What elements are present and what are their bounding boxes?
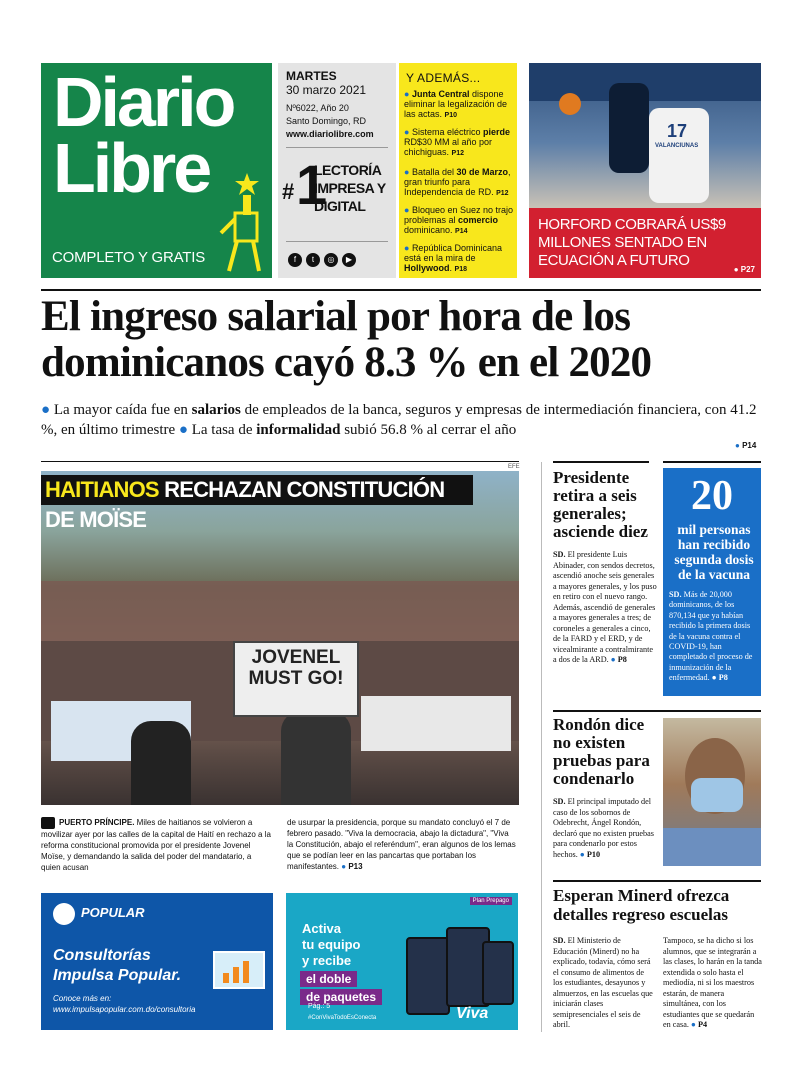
logo-line1: Diario	[53, 63, 234, 141]
face-mask-icon	[691, 778, 743, 812]
ademas-item[interactable]: ● Junta Central dispone eliminar la legalización de las actas. P10	[404, 89, 508, 119]
sports-teaser[interactable]	[529, 63, 761, 278]
banner-sign	[361, 696, 511, 751]
ad-plan: Plan Prepago	[470, 897, 512, 905]
ad-viva[interactable]	[286, 893, 518, 1030]
column-divider	[541, 462, 542, 1032]
basketball-photo	[529, 63, 761, 208]
ademas-item[interactable]: ● República Dominicana está en la mira de Hollywood. P18	[404, 243, 502, 273]
tagline: COMPLETO Y GRATIS	[52, 249, 206, 266]
divider	[663, 461, 761, 463]
monitor-chart-icon	[213, 951, 265, 989]
rondon-body: SD. El principal imputado del caso de los sobornos de Odebrecht, Ángel Rondón, declaró que no existen pruebas para condenarlo por estos hechos. ● P10	[553, 797, 654, 859]
edition-info	[278, 63, 396, 278]
protester-figure	[131, 721, 191, 805]
page-ref: ● P14	[735, 441, 757, 450]
camera-icon	[41, 817, 55, 829]
ad-line: y recibe	[302, 953, 352, 968]
divider	[286, 147, 388, 148]
ademas-item[interactable]: ● Bloqueo en Suez no trajo problemas al comercio dominicano. P14	[404, 205, 514, 235]
ad-hashtag: #ConVivaTodoEsConecta	[308, 1015, 377, 1021]
crowd	[41, 581, 519, 641]
viva-logo: Viva	[456, 1005, 489, 1022]
lead-subheadline: ● La mayor caída fue en salarios de empleados de la banca, seguros y empresas de intermediación financiera, con 41.2 %, en último trimestre ● La tasa de informalidad subió 56.8 % al cerrar el año	[41, 402, 757, 438]
ad-line: Activa	[302, 921, 342, 936]
minerd-headline[interactable]: Esperan Minerd ofrezca detalles regreso escuelas	[553, 886, 730, 924]
ademas-box	[399, 63, 517, 278]
logo-line2: Libre	[53, 129, 210, 207]
phone-icon	[406, 937, 450, 1015]
player-figure	[609, 83, 649, 173]
social-links	[288, 249, 360, 267]
vaccine-body: SD. Más de 20,000 dominicanos, de los 870,134 que ya habían recibido la primera dosis de la vacuna contra el COVID-19, han completado el proceso de inmunización de la enfermedad. ● P8	[669, 590, 753, 683]
minerd-body-col2: Tampoco, se ha dicho si los alumnos, que se integrarán a las clases, lo harán en la tanda extendida o solo hasta el mediodía, ni si los maestros estarán, de manera simultánea, con los estudiantes que se quedarán en casa. ● P4	[663, 936, 762, 1029]
edition-day: MARTES	[286, 69, 337, 83]
popular-logo-icon	[53, 903, 75, 925]
ademas-item[interactable]: ● Sistema eléctrico pierde RD$30 MM al año por chichiguas. P12	[404, 127, 510, 157]
ad-pill: de paquetes	[300, 989, 382, 1005]
rank-hash: #	[282, 179, 295, 204]
jersey-name: VALANCIUNAS	[655, 143, 699, 149]
edition-city: Santo Domingo, RD	[286, 116, 367, 126]
youtube-icon[interactable]: ▶	[342, 253, 356, 267]
logo-wordmark	[53, 63, 234, 207]
masthead-logo[interactable]	[41, 63, 272, 278]
photo-credit: EFE	[508, 464, 520, 470]
ad-pill: el doble	[300, 971, 357, 987]
rank-text: LECTORÍA IMPRESA Y DIGITAL	[314, 162, 386, 214]
rank-number: 1	[296, 153, 328, 216]
ad-line: tu equipo	[302, 937, 361, 952]
facebook-icon[interactable]: f	[288, 253, 302, 267]
basketball-icon	[559, 93, 581, 115]
ademas-item[interactable]: ● Batalla del 30 de Marzo, gran triunfo para Independencia de RD. P12	[404, 167, 511, 197]
instagram-icon[interactable]: ◎	[324, 253, 338, 267]
edition-number: Nº6022, Año 20	[286, 103, 349, 113]
vaccine-number: 20	[691, 473, 733, 519]
ad-page: Pág.: 5	[308, 1003, 331, 1010]
twitter-icon[interactable]: t	[306, 253, 320, 267]
ad-brand: POPULAR	[81, 905, 145, 920]
sports-headline: HORFORD COBRARÁ US$9 MILLONES SENTADO EN ECUACIÓN A FUTURO	[538, 216, 726, 269]
vaccine-box[interactable]	[663, 468, 761, 696]
divider	[553, 880, 761, 882]
jersey-number: 17	[667, 121, 688, 141]
protester-figure	[281, 711, 351, 805]
ad-title: Consultorías Impulsa Popular.	[53, 947, 182, 984]
ademas-header: Y ADEMÁS...	[406, 71, 481, 85]
caption-col2: de usurpar la presidencia, porque su mandato concluyó el 7 de febrero pasado. "Viva la democracia, abajo la dictadura", "Viva la Constitución, abajo el referéndum", eran algunos de los lemas que se podían leer en las pancartas que portaban los manifestantes. ● P13	[287, 818, 516, 871]
protest-sign: JOVENEL MUST GO!	[233, 641, 359, 717]
page-ref: ● P27	[733, 265, 755, 274]
divider	[41, 461, 519, 462]
torch-figure-icon	[217, 167, 267, 273]
protest-photo[interactable]	[41, 471, 519, 805]
phone-icon	[482, 941, 514, 1005]
lead-headline[interactable]: El ingreso salarial por hora de los dominicanos cayó 8.3 % en el 2020	[41, 293, 652, 386]
photo-banner: HAITIANOS RECHAZAN CONSTITUCIÓN DE MOÏSE	[41, 475, 473, 505]
shirt	[663, 828, 761, 866]
ad-banco-popular[interactable]	[41, 893, 273, 1030]
ad-more: Conoce más en: www.impulsapopular.com.do/consultoria	[53, 994, 196, 1014]
presidente-body: SD. El presidente Luis Abinader, con sendos decretos, ascendió anoche seis generales a mayores generales, y los puso en retiro con el nuevo rango. Además, ascendió de generales a mayores generales a tres; de coroneles a generales a cinco, de la FARD y el ERD, y de vicealmirante a contralmirante a dos de la ARD. ● P8	[553, 550, 657, 664]
presidente-headline[interactable]: Presidente retira a seis generales; asciende diez	[553, 468, 648, 541]
divider	[286, 241, 388, 242]
vaccine-headline: mil personas han recibido segunda dosis de la vacuna	[674, 522, 754, 582]
divider	[553, 710, 761, 712]
edition-date: 30 marzo 2021	[286, 83, 367, 97]
divider	[553, 461, 649, 463]
caption-col1: PUERTO PRÍNCIPE. Miles de haitianos se volvieron a movilizar ayer por las calles de la capital de Haití en rechazo a la reforma constitucional promovida por el presidente Jovenel Moïse, y demandando la salida del poder del mandatario, a quien acusan	[41, 818, 271, 872]
minerd-body-col1: SD. El Ministerio de Educación (Minerd) no ha explicado, todavía, cómo será el consumo de alimentos de los estudiantes, desayunos y almuerzos, en las escuelas que iniciarán clases semipresenciales el seis de abril.	[553, 936, 653, 1029]
sports-caption	[529, 208, 761, 278]
divider	[41, 289, 761, 291]
website-link[interactable]: www.diariolibre.com	[286, 129, 374, 139]
rondon-photo	[663, 718, 761, 866]
rondon-headline[interactable]: Rondón dice no existen pruebas para condenarlo	[553, 715, 650, 788]
